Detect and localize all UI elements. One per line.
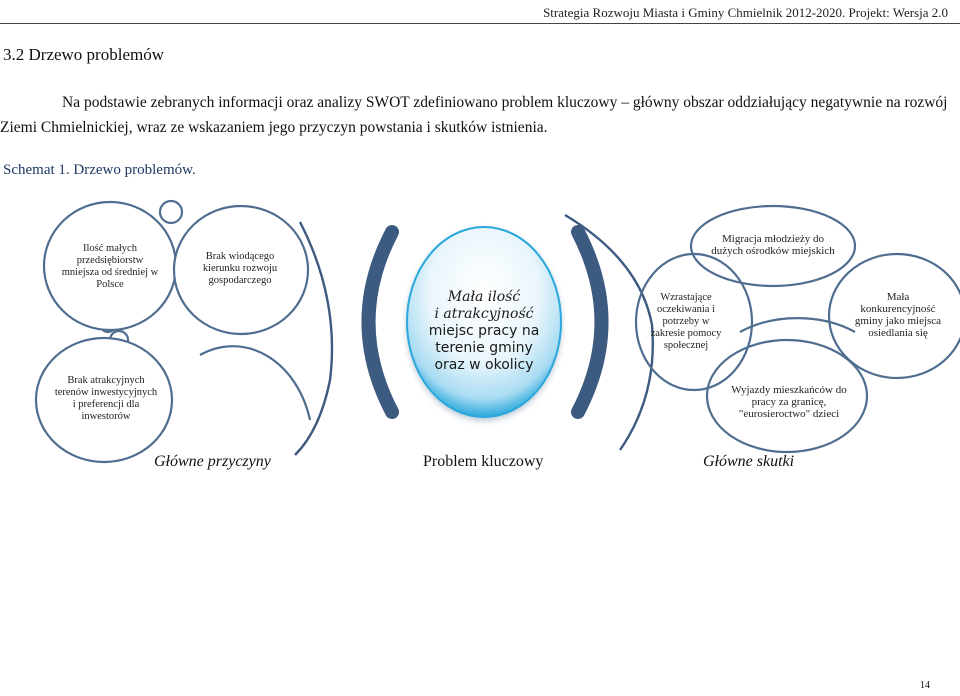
effect-2-text: Wzrastające oczekiwania i potrzeby w zakresie pomocy społecznej [650, 292, 722, 351]
cause-1-text: Ilość małych przedsiębiorstw mniejsza od średniej w Polsce [61, 243, 159, 290]
left-paren [369, 232, 393, 412]
figure-caption: Schemat 1. Drzewo problemów. [3, 162, 196, 178]
effect-3-text: Mała konkurencyjność gminy jako miejsca osiedlania się [854, 291, 942, 339]
effect-1-text: Migracja młodzieży do dużych ośrodków miejskich [711, 233, 835, 257]
small-bubble-top [160, 201, 182, 223]
core-problem-text [418, 282, 550, 380]
label-problem: Problem kluczowy [423, 453, 544, 470]
core-problem-line2: i atrakcyjność [434, 305, 534, 322]
right-paren [578, 232, 602, 412]
effect-4-text: Wyjazdy mieszkańców do pracy za granicę, "eurosieroctwo" dzieci [731, 384, 847, 420]
left-bracket-outer [200, 346, 310, 420]
cause-2-text: Brak wiodącego kierunku rozwoju gospodarczego [202, 251, 278, 286]
label-effects: Główne skutki [703, 453, 795, 470]
effect-connector-arc [740, 318, 855, 332]
intro-paragraph: Na podstawie zebranych informacji oraz analizy SWOT zdefiniowano problem kluczowy – główny obszar oddziałujący negatywnie na rozwój Ziemi Chmielnickiej, wraz ze wskazaniem jego przyczyn powstania i skutków istnienia. [0, 94, 948, 136]
running-header: Strategia Rozwoju Miasta i Gminy Chmielnik 2012-2020. Projekt: Wersja 2.0 [543, 5, 948, 20]
page-number: 14 [920, 680, 930, 691]
core-problem-line1: Mała ilość [447, 288, 521, 305]
section-title: 3.2 Drzewo problemów [3, 45, 164, 64]
cause-3-text: Brak atrakcyjnych terenów inwestycyjnych i preferencji dla inwestorów [54, 375, 158, 422]
label-causes: Główne przyczyny [154, 453, 271, 470]
core-problem-line3: miejsc pracy na terenie gminy oraz w okolicy [428, 322, 540, 373]
